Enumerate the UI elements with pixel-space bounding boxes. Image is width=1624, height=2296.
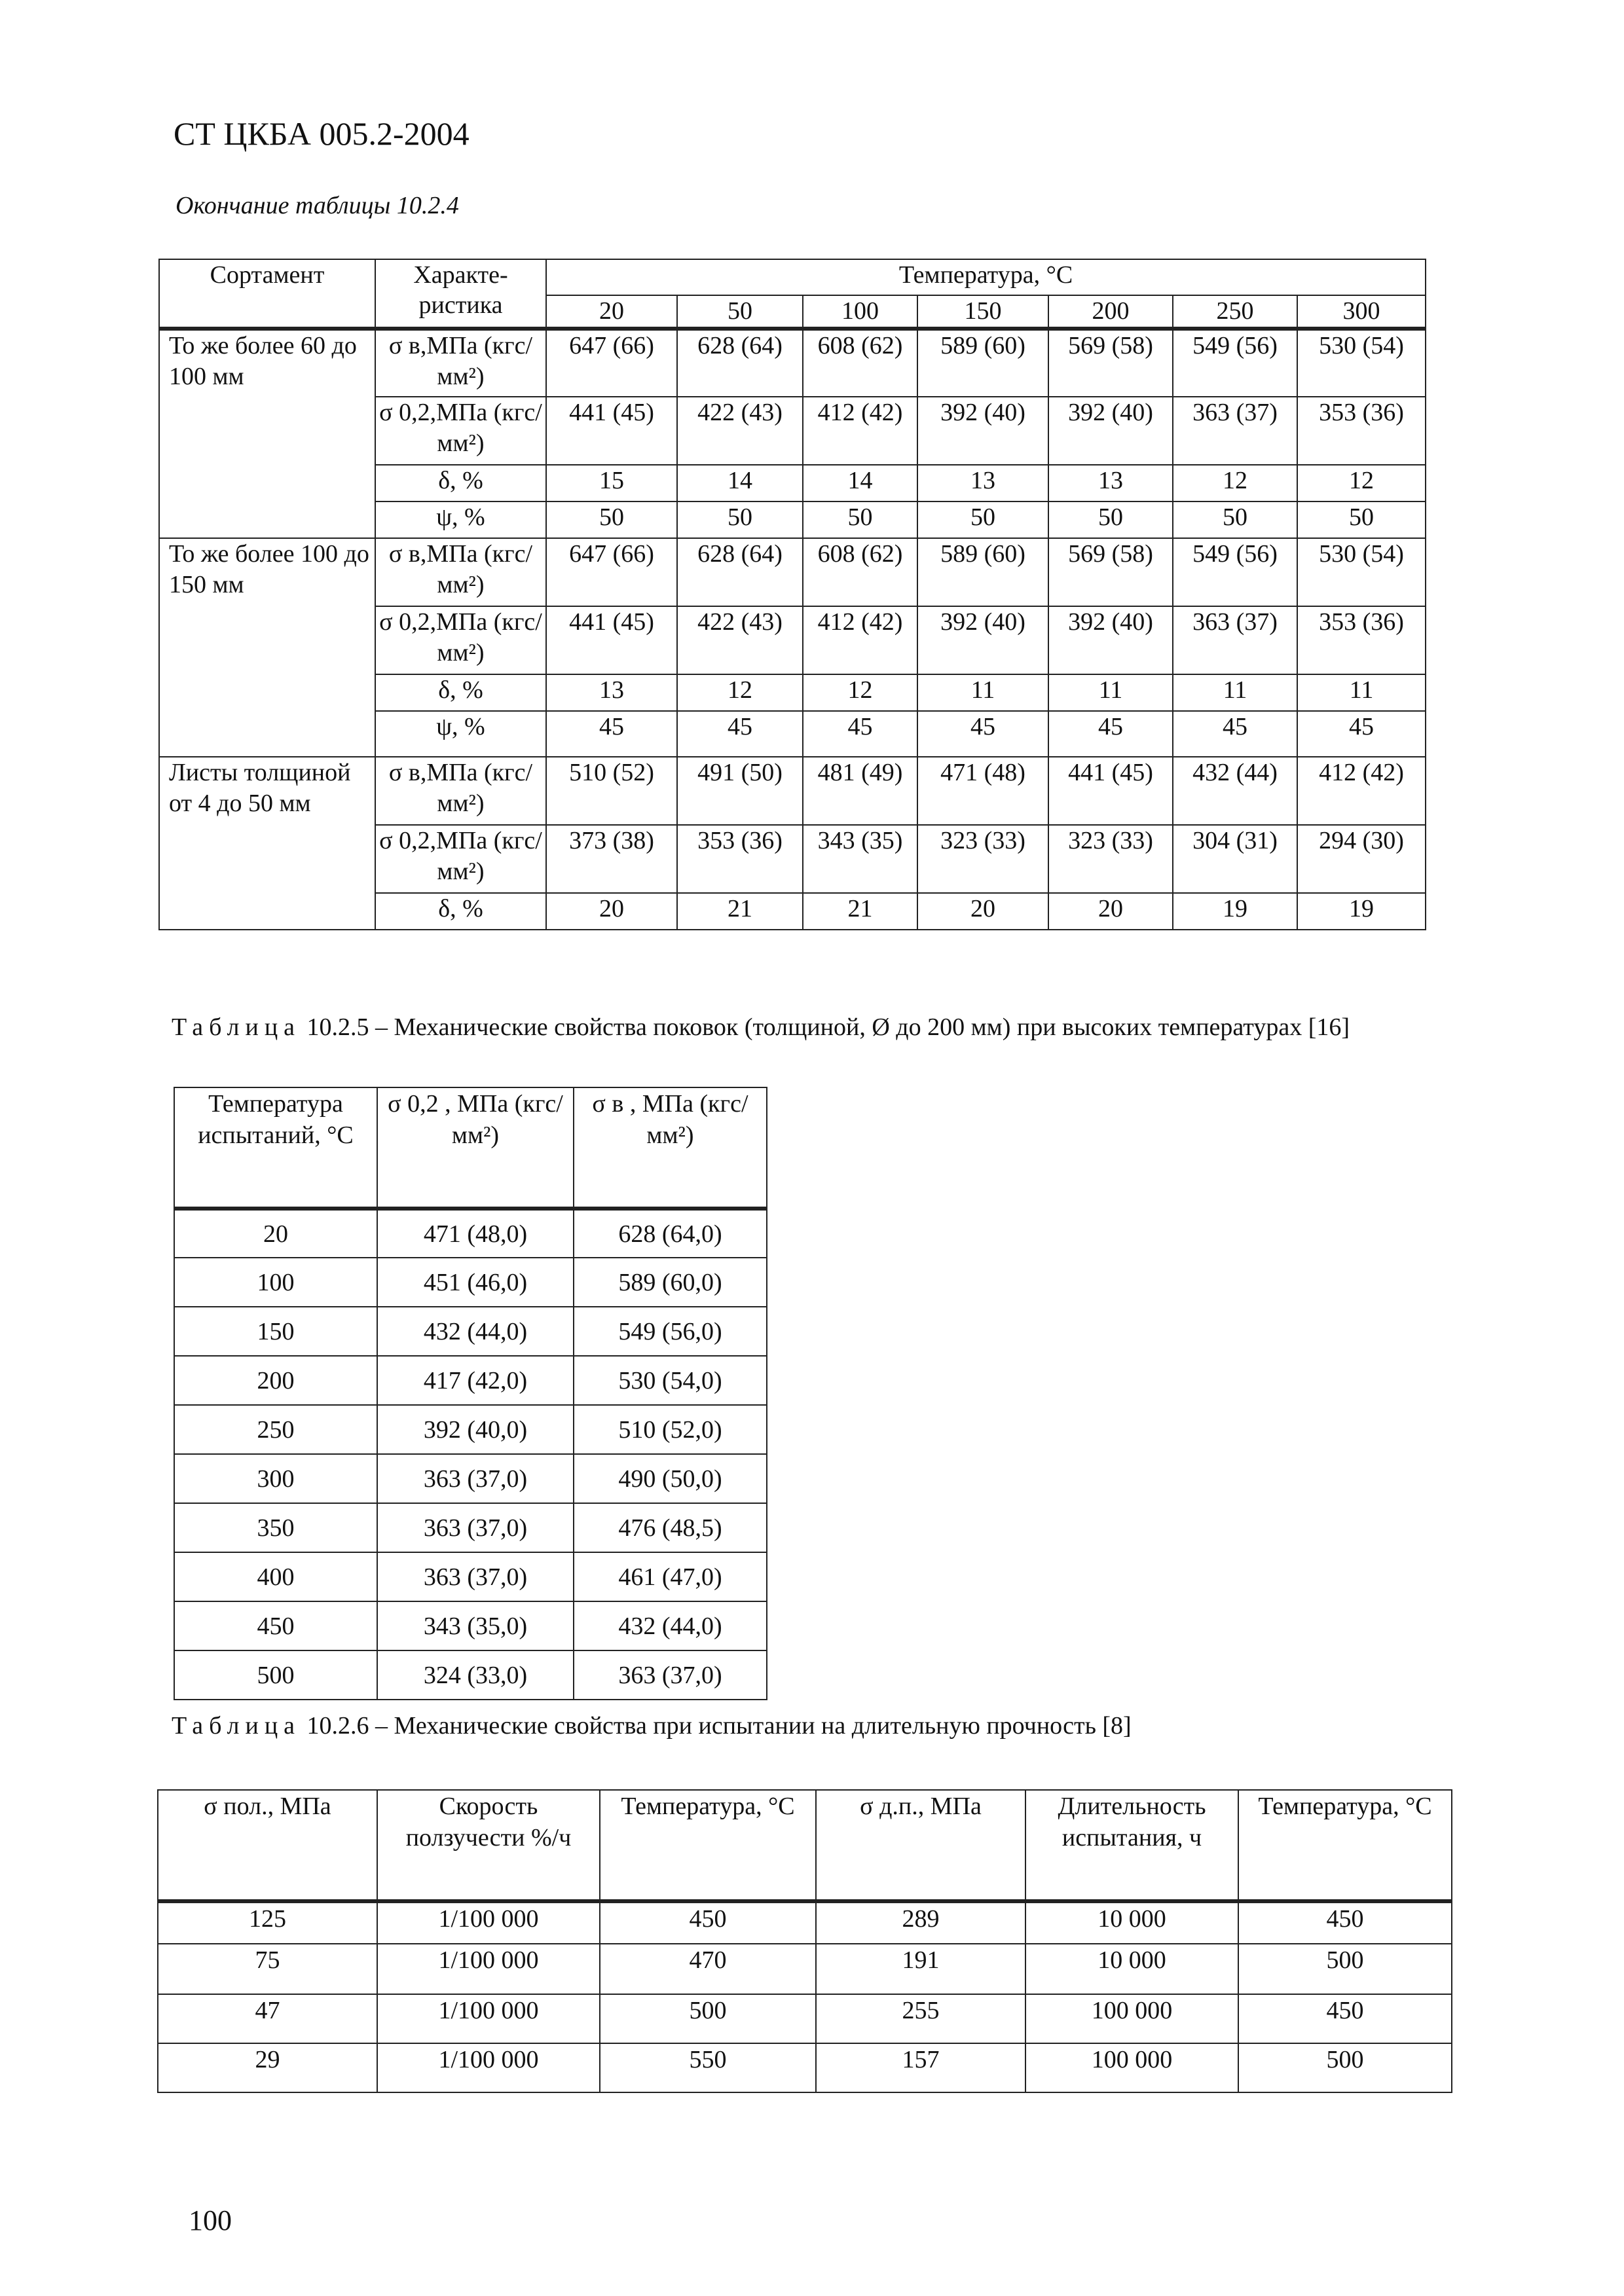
table-row	[174, 1307, 767, 1356]
table-row	[158, 1994, 1452, 2043]
value-cell: 647 (66)	[546, 538, 677, 606]
value-cell: 21	[803, 893, 917, 930]
value-cell: 450	[600, 1901, 816, 1944]
temp-col-header: 250	[1173, 295, 1297, 329]
value-cell: 45	[546, 711, 677, 757]
value-cell: 647 (66)	[546, 329, 677, 397]
sortament-label: То же более 100 до 150 мм	[159, 538, 375, 757]
value-cell: 441 (45)	[546, 397, 677, 465]
header-creep-rate: Скорость ползучести %/ч	[377, 1790, 600, 1901]
value-cell: 500	[1238, 1944, 1452, 1994]
value-cell: 412 (42)	[803, 606, 917, 674]
value-cell: 1/100 000	[377, 1994, 600, 2043]
header-characteristic: Характе-ристика	[375, 259, 546, 329]
table-row	[174, 1405, 767, 1454]
value-cell: 350	[174, 1503, 377, 1552]
value-cell: 19	[1173, 893, 1297, 930]
table-caption-10-2-5: Таблица 10.2.5 – Механические свойства поковок (толщиной, Ø до 200 мм) при высоких температурах [16]	[172, 1013, 1350, 1041]
sortament-label: Листы толщиной от 4 до 50 мм	[159, 757, 375, 930]
value-cell: 12	[1173, 465, 1297, 501]
value-cell: 13	[546, 674, 677, 711]
value-cell: 481 (49)	[803, 757, 917, 825]
page-number: 100	[189, 2204, 232, 2236]
property-label: σ 0,2,МПа (кгс/мм²)	[375, 397, 546, 465]
value-cell: 14	[677, 465, 803, 501]
value-cell: 289	[816, 1901, 1025, 1944]
value-cell: 157	[816, 2043, 1025, 2092]
value-cell: 589 (60)	[917, 538, 1048, 606]
value-cell: 476 (48,5)	[574, 1503, 767, 1552]
value-cell: 323 (33)	[1048, 825, 1173, 893]
value-cell: 45	[1048, 711, 1173, 757]
value-cell: 50	[1048, 501, 1173, 538]
table-10-2-6	[157, 1789, 1452, 2093]
value-cell: 1/100 000	[377, 2043, 600, 2092]
property-label: σ в,МПа (кгс/мм²)	[375, 538, 546, 606]
temp-col-header: 300	[1297, 295, 1426, 329]
value-cell: 50	[1297, 501, 1426, 538]
value-cell: 450	[174, 1601, 377, 1650]
value-cell: 12	[1297, 465, 1426, 501]
value-cell: 628 (64)	[677, 538, 803, 606]
value-cell: 300	[174, 1454, 377, 1503]
value-cell: 471 (48)	[917, 757, 1048, 825]
header-sigma-02: σ 0,2 , МПа (кгс/мм²)	[377, 1087, 574, 1209]
property-label: ψ, %	[375, 501, 546, 538]
value-cell: 11	[917, 674, 1048, 711]
value-cell: 363 (37,0)	[377, 1454, 574, 1503]
value-cell: 20	[1048, 893, 1173, 930]
value-cell: 250	[174, 1405, 377, 1454]
value-cell: 353 (36)	[1297, 397, 1426, 465]
value-cell: 20	[174, 1209, 377, 1258]
value-cell: 1/100 000	[377, 1901, 600, 1944]
property-label: δ, %	[375, 674, 546, 711]
value-cell: 255	[816, 1994, 1025, 2043]
value-cell: 11	[1297, 674, 1426, 711]
table-row	[174, 1601, 767, 1650]
property-label: σ в,МПа (кгс/мм²)	[375, 757, 546, 825]
property-label: ψ, %	[375, 711, 546, 757]
value-cell: 353 (36)	[677, 825, 803, 893]
value-cell: 392 (40,0)	[377, 1405, 574, 1454]
value-cell: 628 (64)	[677, 329, 803, 397]
value-cell: 373 (38)	[546, 825, 677, 893]
value-cell: 569 (58)	[1048, 538, 1173, 606]
value-cell: 50	[677, 501, 803, 538]
value-cell: 392 (40)	[1048, 397, 1173, 465]
value-cell: 294 (30)	[1297, 825, 1426, 893]
table-row	[174, 1552, 767, 1601]
value-cell: 50	[917, 501, 1048, 538]
table-10-2-4	[158, 259, 1426, 930]
value-cell: 100	[174, 1258, 377, 1307]
value-cell: 400	[174, 1552, 377, 1601]
value-cell: 441 (45)	[1048, 757, 1173, 825]
value-cell: 549 (56)	[1173, 329, 1297, 397]
temp-col-header: 200	[1048, 295, 1173, 329]
value-cell: 29	[158, 2043, 377, 2092]
value-cell: 432 (44,0)	[377, 1307, 574, 1356]
value-cell: 20	[917, 893, 1048, 930]
value-cell: 324 (33,0)	[377, 1650, 574, 1700]
header-test-temperature: Температура испытаний, °С	[174, 1087, 377, 1209]
header-temperature-1: Температура, °С	[600, 1790, 816, 1901]
sortament-label: То же более 60 до 100 мм	[159, 329, 375, 538]
value-cell: 471 (48,0)	[377, 1209, 574, 1258]
value-cell: 20	[546, 893, 677, 930]
property-label: δ, %	[375, 893, 546, 930]
value-cell: 510 (52)	[546, 757, 677, 825]
table-row	[174, 1503, 767, 1552]
value-cell: 441 (45)	[546, 606, 677, 674]
value-cell: 412 (42)	[1297, 757, 1426, 825]
value-cell: 470	[600, 1944, 816, 1994]
value-cell: 461 (47,0)	[574, 1552, 767, 1601]
property-label: σ в,МПа (кгс/мм²)	[375, 329, 546, 397]
table-row	[174, 1356, 767, 1405]
value-cell: 45	[677, 711, 803, 757]
value-cell: 13	[917, 465, 1048, 501]
value-cell: 45	[1173, 711, 1297, 757]
value-cell: 491 (50)	[677, 757, 803, 825]
value-cell: 589 (60,0)	[574, 1258, 767, 1307]
value-cell: 422 (43)	[677, 397, 803, 465]
temp-col-header: 20	[546, 295, 677, 329]
value-cell: 550	[600, 2043, 816, 2092]
header-sigma-long-strength: σ д.п., МПа	[816, 1790, 1025, 1901]
value-cell: 1/100 000	[377, 1944, 600, 1994]
value-cell: 19	[1297, 893, 1426, 930]
value-cell: 100 000	[1025, 1994, 1238, 2043]
value-cell: 432 (44,0)	[574, 1601, 767, 1650]
header-temperature-2: Температура, °С	[1238, 1790, 1452, 1901]
table-row	[174, 1258, 767, 1307]
property-label: δ, %	[375, 465, 546, 501]
value-cell: 15	[546, 465, 677, 501]
value-cell: 11	[1173, 674, 1297, 711]
value-cell: 569 (58)	[1048, 329, 1173, 397]
value-cell: 45	[917, 711, 1048, 757]
document-code: СТ ЦКБА 005.2-2004	[174, 115, 470, 152]
value-cell: 363 (37)	[1173, 397, 1297, 465]
value-cell: 100 000	[1025, 2043, 1238, 2092]
table-row	[158, 1944, 1452, 1994]
value-cell: 392 (40)	[917, 397, 1048, 465]
value-cell: 75	[158, 1944, 377, 1994]
value-cell: 363 (37)	[1173, 606, 1297, 674]
value-cell: 45	[803, 711, 917, 757]
header-sortament: Сортамент	[159, 259, 375, 329]
value-cell: 450	[1238, 1994, 1452, 2043]
header-test-duration: Длительность испытания, ч	[1025, 1790, 1238, 1901]
table-continuation-title: Окончание таблицы 10.2.4	[175, 192, 459, 219]
value-cell: 343 (35)	[803, 825, 917, 893]
value-cell: 12	[677, 674, 803, 711]
temp-col-header: 150	[917, 295, 1048, 329]
value-cell: 589 (60)	[917, 329, 1048, 397]
table-10-2-5	[174, 1087, 767, 1700]
value-cell: 343 (35,0)	[377, 1601, 574, 1650]
table-row	[174, 1454, 767, 1503]
value-cell: 417 (42,0)	[377, 1356, 574, 1405]
value-cell: 432 (44)	[1173, 757, 1297, 825]
value-cell: 510 (52,0)	[574, 1405, 767, 1454]
value-cell: 150	[174, 1307, 377, 1356]
property-label: σ 0,2,МПа (кгс/мм²)	[375, 606, 546, 674]
value-cell: 549 (56,0)	[574, 1307, 767, 1356]
header-sigma-b: σ в , МПа (кгс/мм²)	[574, 1087, 767, 1209]
header-temperature: Температура, °С	[546, 259, 1426, 295]
table-row	[174, 1650, 767, 1700]
value-cell: 530 (54)	[1297, 329, 1426, 397]
property-label: σ 0,2,МПа (кгс/мм²)	[375, 825, 546, 893]
value-cell: 50	[803, 501, 917, 538]
temp-col-header: 50	[677, 295, 803, 329]
value-cell: 10 000	[1025, 1944, 1238, 1994]
value-cell: 304 (31)	[1173, 825, 1297, 893]
value-cell: 12	[803, 674, 917, 711]
value-cell: 549 (56)	[1173, 538, 1297, 606]
value-cell: 490 (50,0)	[574, 1454, 767, 1503]
value-cell: 392 (40)	[917, 606, 1048, 674]
value-cell: 628 (64,0)	[574, 1209, 767, 1258]
table-row	[174, 1209, 767, 1258]
value-cell: 392 (40)	[1048, 606, 1173, 674]
value-cell: 451 (46,0)	[377, 1258, 574, 1307]
table-row	[158, 2043, 1452, 2092]
value-cell: 500	[174, 1650, 377, 1700]
value-cell: 200	[174, 1356, 377, 1405]
value-cell: 608 (62)	[803, 329, 917, 397]
value-cell: 11	[1048, 674, 1173, 711]
value-cell: 530 (54,0)	[574, 1356, 767, 1405]
value-cell: 10 000	[1025, 1901, 1238, 1944]
value-cell: 608 (62)	[803, 538, 917, 606]
value-cell: 13	[1048, 465, 1173, 501]
value-cell: 500	[600, 1994, 816, 2043]
table-caption-10-2-6: Таблица 10.2.6 – Механические свойства при испытании на длительную прочность [8]	[172, 1712, 1132, 1740]
value-cell: 450	[1238, 1901, 1452, 1944]
value-cell: 14	[803, 465, 917, 501]
value-cell: 50	[1173, 501, 1297, 538]
value-cell: 21	[677, 893, 803, 930]
value-cell: 363 (37,0)	[574, 1650, 767, 1700]
value-cell: 45	[1297, 711, 1426, 757]
value-cell: 422 (43)	[677, 606, 803, 674]
value-cell: 125	[158, 1901, 377, 1944]
value-cell: 530 (54)	[1297, 538, 1426, 606]
value-cell: 191	[816, 1944, 1025, 1994]
temp-col-header: 100	[803, 295, 917, 329]
value-cell: 323 (33)	[917, 825, 1048, 893]
value-cell: 47	[158, 1994, 377, 2043]
value-cell: 363 (37,0)	[377, 1552, 574, 1601]
value-cell: 50	[546, 501, 677, 538]
value-cell: 353 (36)	[1297, 606, 1426, 674]
value-cell: 500	[1238, 2043, 1452, 2092]
value-cell: 412 (42)	[803, 397, 917, 465]
table-row	[158, 1901, 1452, 1944]
header-sigma-creep: σ пол., МПа	[158, 1790, 377, 1901]
value-cell: 363 (37,0)	[377, 1503, 574, 1552]
